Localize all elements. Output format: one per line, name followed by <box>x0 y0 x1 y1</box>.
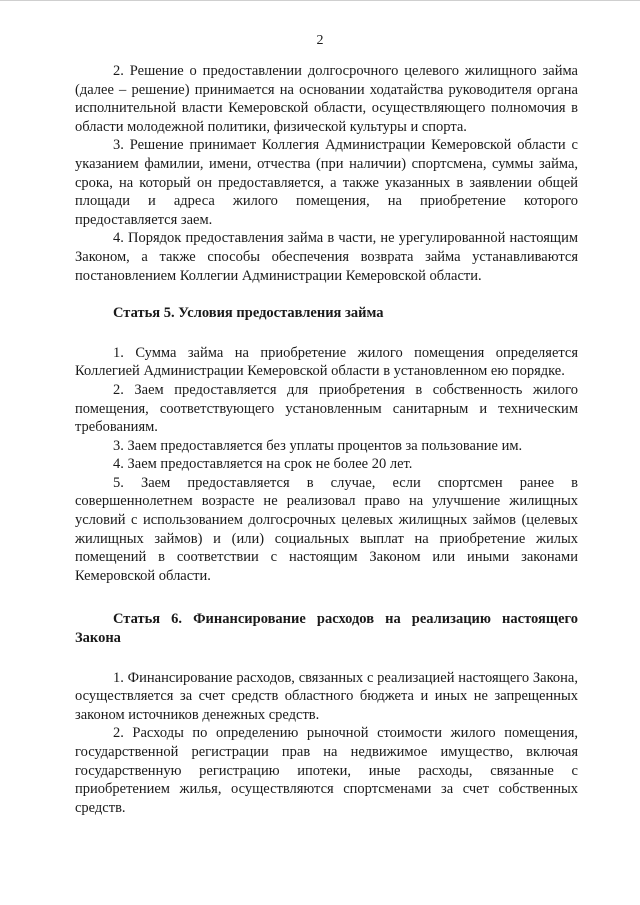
article-6-paragraph-2: 2. Расходы по определению рыночной стоимости жилого помещения, государственной регистрации прав на недвижимое имущество, включая государственную регистрацию ипотеки, иные расходы, связанные с приобретением жилья, осуществляются спортсменами за счет собственных средств. <box>75 725 578 816</box>
article-5-paragraph-5: 5. Заем предоставляется в случае, если спортсмен ранее в совершеннолетнем возрасте не реализовал право на улучшение жилищных условий с использованием долгосрочных целевых жилищных займов (целевых жилищных займов) и (или) социальных выплат на приобретение жилых помещений в соответствии с настоящим Законом или иными законами Кемеровской области. <box>75 474 578 584</box>
article-5-paragraph-1: 1. Сумма займа на приобретение жилого помещения определяется Коллегией Администрации Кемеровской области в установленном ею порядке. <box>75 344 578 380</box>
paragraph-intro-2: 2. Решение о предоставлении долгосрочного целевого жилищного займа (далее – решение) принимается на основании ходатайства руководителя органа исполнительной власти Кемеровской области, осуществляющего полномочия в области молодежной политики, физической культуры и спорта. <box>75 63 578 135</box>
paragraph-intro-4: 4. Порядок предоставления займа в части, не урегулированной настоящим Законом, а также способы обеспечения возврата займа устанавливаются постановлением Коллегии Администрации Кемеровской области. <box>75 230 578 284</box>
article-5-paragraph-2: 2. Заем предоставляется для приобретения в собственность жилого помещения, соответствующего установленным санитарным и техническим требованиям. <box>75 381 578 436</box>
paragraph-intro-3: 3. Решение принимает Коллегия Администрации Кемеровской области с указанием фамилии, имени, отчества (при наличии) спортсмена, суммы займа, срока, на который он предоставляется, а также указанных в заявлении общей площади и адреса жилого помещения, на приобретение которого предоставляется заем. <box>75 137 578 228</box>
article-5-paragraph-3: 3. Заем предоставляется без уплаты процентов за пользование им. <box>113 437 523 454</box>
page-number: 2 <box>316 33 324 48</box>
scan-edge-line <box>0 0 640 4</box>
article-6-heading: Статья 6. Финансирование расходов на реализацию настоящего Закона <box>75 611 578 647</box>
document-body <box>75 62 578 817</box>
article-5-heading: Статья 5. Условия предоставления займа <box>113 305 384 322</box>
article-5-paragraph-4: 4. Заем предоставляется на срок не более 20 лет. <box>113 456 413 473</box>
article-6-paragraph-1: 1. Финансирование расходов, связанных с реализацией настоящего Закона, осуществляется за счет средств областного бюджета и иных не запрещенных законом источников денежных средств. <box>75 669 578 723</box>
